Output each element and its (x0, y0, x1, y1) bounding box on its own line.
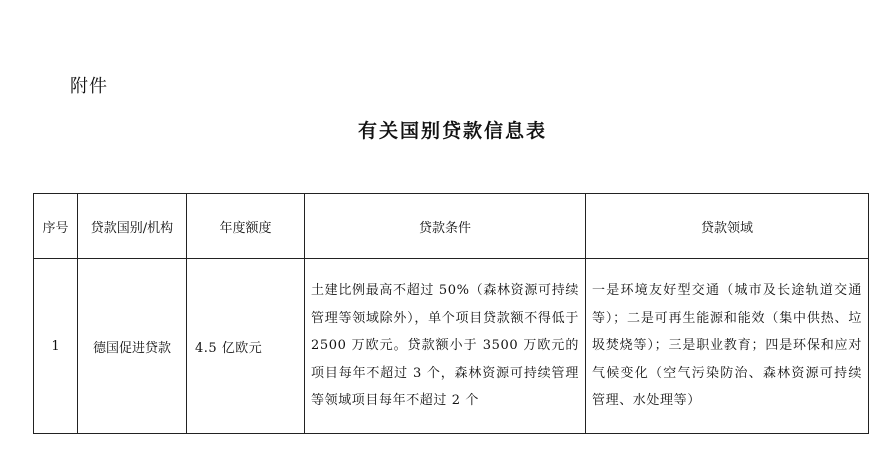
cell-number: 1 (34, 259, 78, 434)
cell-lender: 德国促进贷款 (78, 259, 187, 434)
cell-conditions (305, 259, 586, 434)
table-row (34, 259, 869, 434)
header-annual-amount: 年度额度 (187, 194, 305, 259)
loan-info-table (33, 193, 869, 434)
table-header-row (34, 194, 869, 259)
conditions-text: 土建比例最高不超过 50%（森林资源可持续管理等领域除外），单个项目贷款额不得低于 2500 万欧元。贷款额小于 3500 万欧元的项目每年不超过 3 个，森林资源可持续管理等领域项目每年不超过 2 个 (311, 283, 579, 409)
header-lender: 贷款国别/机构 (78, 194, 187, 259)
cell-fields (586, 259, 869, 434)
fields-text: 一是环境友好型交通（城市及长途轨道交通等）；二是可再生能源和能效（集中供热、垃圾焚烧等）；三是职业教育；四是环保和应对气候变化（空气污染防治、森林资源可持续管理、水处理等） (592, 283, 862, 409)
cell-annual-amount (187, 259, 305, 434)
document-title: 有关国别贷款信息表 (357, 120, 547, 142)
header-conditions: 贷款条件 (305, 194, 586, 259)
header-fields: 贷款领域 (586, 194, 869, 259)
annual-amount-text: 4.5 亿欧元 (195, 340, 263, 356)
header-number: 序号 (34, 194, 78, 259)
attachment-label: 附件 (70, 76, 108, 97)
